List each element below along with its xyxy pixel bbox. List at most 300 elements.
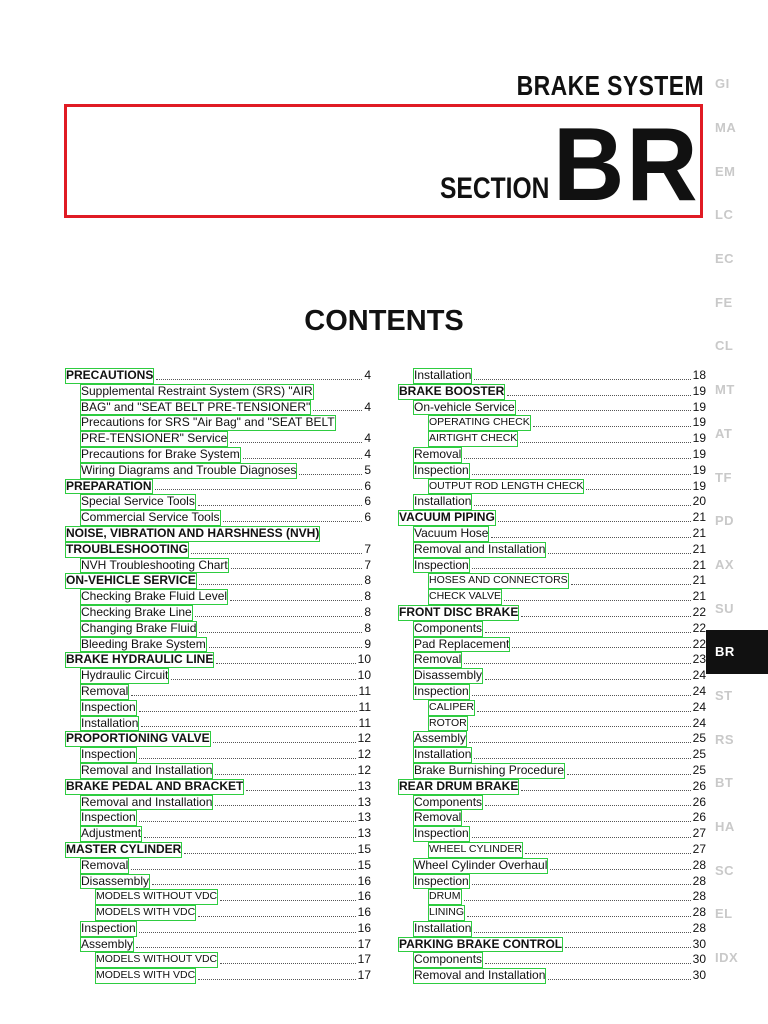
toc-page-number: 28 — [692, 873, 706, 888]
toc-entry-link[interactable]: Disassembly — [414, 668, 483, 683]
toc-entry-link[interactable]: Checking Brake Line — [81, 604, 192, 619]
toc-entry-link[interactable]: NOISE, VIBRATION AND HARSHNESS (NVH) — [66, 525, 320, 540]
dot-leader — [215, 805, 355, 806]
toc-page-number: 30 — [692, 936, 706, 951]
toc-page-number: 21 — [692, 557, 706, 572]
toc-page-number: 4 — [364, 446, 371, 461]
dot-leader — [464, 458, 690, 459]
toc-page-number: 10 — [357, 668, 371, 683]
dot-leader — [199, 632, 362, 633]
dot-leader — [213, 742, 356, 743]
dot-leader — [485, 805, 691, 806]
toc-entry-link[interactable]: Precautions for Brake System — [81, 446, 240, 461]
toc-entry-link[interactable]: Removal — [414, 810, 462, 825]
toc-entry[interactable] — [65, 763, 371, 779]
toc-page-number: 19 — [692, 383, 706, 398]
toc-page-number: 22 — [692, 604, 706, 619]
toc-left-column — [65, 368, 371, 984]
dot-leader — [565, 947, 691, 948]
toc-entry[interactable] — [65, 952, 371, 968]
section-tab-rs[interactable]: RS — [715, 731, 735, 747]
section-tab-el[interactable]: EL — [715, 906, 733, 922]
toc-page-number: 12 — [357, 762, 371, 777]
toc-right-column — [398, 368, 706, 984]
toc-entry-link[interactable]: DRUM — [428, 889, 462, 905]
toc-entry[interactable] — [65, 795, 371, 811]
toc-page-number: 24 — [692, 699, 706, 714]
toc-entry[interactable] — [65, 494, 371, 510]
toc-entry[interactable] — [65, 858, 371, 874]
toc-entry[interactable] — [65, 968, 371, 984]
section-tab-ax[interactable]: AX — [715, 556, 735, 572]
toc-entry[interactable] — [398, 968, 706, 984]
toc-entry[interactable] — [65, 731, 371, 747]
toc-page-number: 8 — [364, 573, 371, 588]
toc-entry-link[interactable]: Installation — [414, 368, 472, 382]
toc-page-number: 11 — [358, 699, 371, 714]
toc-entry[interactable] — [65, 510, 371, 526]
toc-entry-link[interactable]: Pad Replacement — [414, 636, 510, 651]
toc-page-number: 19 — [692, 399, 706, 414]
toc-entry-link[interactable]: MASTER CYLINDER — [66, 841, 182, 856]
toc-entry-link[interactable]: Commercial Service Tools — [81, 510, 220, 525]
toc-entry[interactable] — [398, 937, 706, 953]
dot-leader — [512, 647, 690, 648]
toc-entry-link[interactable]: NVH Troubleshooting Chart — [81, 557, 228, 572]
toc-entry[interactable] — [398, 637, 706, 653]
toc-page-number: 19 — [692, 478, 706, 493]
toc-entry-link[interactable]: On-vehicle Service — [414, 399, 515, 414]
dot-leader — [155, 489, 363, 490]
toc-entry-link[interactable]: Brake Burnishing Procedure — [414, 762, 565, 777]
toc-entry[interactable] — [398, 605, 706, 621]
toc-entry-link[interactable]: BRAKE HYDRAULIC LINE — [66, 652, 214, 667]
toc-entry[interactable] — [398, 952, 706, 968]
toc-entry-link[interactable]: PRECAUTIONS — [66, 368, 154, 382]
dot-leader — [198, 505, 362, 506]
section-tab-em[interactable]: EM — [715, 163, 736, 179]
toc-entry[interactable] — [398, 415, 706, 431]
toc-entry-link[interactable]: Removal — [81, 857, 129, 872]
toc-entry[interactable] — [398, 558, 706, 574]
toc-page-number: 21 — [692, 510, 706, 525]
toc-entry-link[interactable]: Wiring Diagrams and Trouble Diagnoses — [81, 462, 297, 477]
toc-entry[interactable] — [65, 700, 371, 716]
section-tab-tf[interactable]: TF — [715, 469, 732, 485]
toc-entry[interactable] — [65, 463, 371, 479]
toc-entry-link[interactable]: ROTOR — [428, 716, 468, 732]
toc-entry-link[interactable]: Inspection — [414, 462, 469, 477]
dot-leader — [525, 853, 691, 854]
toc-page-number: 19 — [692, 431, 706, 446]
dot-leader — [571, 584, 691, 585]
toc-page-number: 28 — [692, 920, 706, 935]
toc-entry-link[interactable]: Hydraulic Circuit — [81, 668, 169, 683]
toc-entry[interactable] — [398, 716, 706, 732]
dot-leader — [230, 442, 362, 443]
dot-leader — [139, 932, 356, 933]
toc-page-number: 13 — [357, 778, 371, 793]
toc-entry[interactable] — [65, 479, 371, 495]
dot-leader — [220, 963, 355, 964]
toc-entry[interactable] — [65, 368, 371, 384]
toc-entry-link[interactable]: BRAKE BOOSTER — [399, 383, 505, 398]
dot-leader — [141, 726, 356, 727]
toc-entry-link[interactable]: VACUUM PIPING — [399, 510, 495, 525]
dot-leader — [470, 726, 691, 727]
dot-leader — [464, 900, 691, 901]
toc-entry-link[interactable]: Precautions for SRS "Air Bag" and "SEAT BELT — [81, 415, 335, 430]
toc-entry[interactable] — [398, 510, 706, 526]
toc-entry[interactable] — [65, 605, 371, 621]
toc-entry[interactable] — [398, 526, 706, 542]
toc-entry[interactable] — [65, 637, 371, 653]
toc-entry[interactable] — [398, 368, 706, 384]
toc-entry-link[interactable]: Bleeding Brake System — [81, 636, 206, 651]
dot-leader — [199, 584, 363, 585]
toc-entry[interactable] — [65, 589, 371, 605]
toc-page-number: 15 — [357, 841, 371, 856]
toc-page-number: 30 — [692, 968, 706, 983]
toc-page-number: 25 — [692, 762, 706, 777]
toc-entry-link[interactable]: Inspection — [414, 826, 469, 841]
toc-page-number: 21 — [692, 541, 706, 556]
toc-page-number: 22 — [692, 636, 706, 651]
dot-leader — [246, 790, 355, 791]
toc-entry[interactable] — [398, 700, 706, 716]
toc-page-number: 26 — [692, 794, 706, 809]
toc-entry[interactable] — [65, 573, 371, 589]
toc-page-number: 26 — [692, 810, 706, 825]
toc-page-number: 24 — [692, 715, 706, 730]
dot-leader — [485, 632, 691, 633]
dot-leader — [139, 711, 357, 712]
section-tab-sc[interactable]: SC — [715, 862, 735, 878]
toc-entry-link[interactable]: Components — [414, 620, 483, 635]
dot-leader — [131, 869, 355, 870]
toc-entry[interactable] — [398, 826, 706, 842]
toc-entry-link[interactable]: Components — [414, 794, 483, 809]
toc-page-number: 4 — [364, 431, 371, 446]
toc-page-number: 9 — [364, 636, 371, 651]
toc-entry-link[interactable]: TROUBLESHOOTING — [66, 541, 188, 556]
toc-entry[interactable] — [398, 889, 706, 905]
section-tab-ma[interactable]: MA — [715, 120, 737, 136]
toc-page-number: 26 — [692, 778, 706, 793]
toc-entry-link[interactable]: Removal and Installation — [81, 762, 213, 777]
dot-leader — [491, 537, 690, 538]
toc-entry-link[interactable]: Installation — [414, 747, 472, 762]
toc-entry[interactable] — [398, 621, 706, 637]
toc-entry[interactable] — [65, 447, 371, 463]
toc-entry[interactable] — [65, 874, 371, 890]
toc-entry-link[interactable]: AIRTIGHT CHECK — [428, 431, 518, 447]
toc-page-number: 6 — [364, 494, 371, 509]
section-tab-gi[interactable]: GI — [715, 76, 730, 92]
toc-entry-link[interactable]: OPERATING CHECK — [428, 415, 531, 431]
dot-leader — [474, 758, 690, 759]
toc-page-number: 25 — [692, 747, 706, 762]
toc-entry[interactable] — [65, 905, 371, 921]
toc-entry[interactable] — [398, 747, 706, 763]
toc-entry-link[interactable]: REAR DRUM BRAKE — [399, 778, 519, 793]
toc-page-number: 18 — [692, 368, 706, 382]
toc-entry[interactable] — [398, 479, 706, 495]
toc-entry-link[interactable]: Adjustment — [81, 826, 142, 841]
dot-leader — [136, 947, 356, 948]
toc-entry[interactable] — [398, 874, 706, 890]
dot-leader — [198, 916, 355, 917]
dot-leader — [472, 474, 691, 475]
toc-page-number: 28 — [692, 905, 706, 920]
toc-entry-link[interactable]: Inspection — [81, 747, 136, 762]
toc-entry[interactable] — [65, 384, 371, 400]
toc-entry[interactable] — [65, 937, 371, 953]
section-tab-at[interactable]: AT — [715, 425, 733, 441]
toc-entry-link[interactable]: Removal and Installation — [414, 968, 546, 983]
toc-entry-link[interactable]: Removal — [414, 446, 462, 461]
toc-entry[interactable] — [398, 921, 706, 937]
dot-leader — [485, 679, 691, 680]
section-tab-mt[interactable]: MT — [715, 382, 735, 398]
toc-entry-link[interactable]: Installation — [414, 920, 472, 935]
toc-entry[interactable] — [65, 810, 371, 826]
toc-entry-link[interactable]: BRAKE PEDAL AND BRACKET — [66, 778, 244, 793]
toc-entry-link[interactable]: Installation — [414, 494, 472, 509]
toc-entry-link[interactable]: CALIPER — [428, 700, 475, 716]
toc-entry-link[interactable]: PROPORTIONING VALVE — [66, 731, 210, 746]
toc-entry-link[interactable]: Installation — [81, 715, 139, 730]
toc-entry-link[interactable]: LINING — [428, 905, 465, 921]
toc-entry-link[interactable]: Changing Brake Fluid — [81, 620, 197, 635]
dot-leader — [467, 916, 691, 917]
main-title: BRAKE SYSTEM — [516, 70, 704, 101]
toc-page-number: 4 — [364, 399, 371, 414]
dot-leader — [548, 553, 690, 554]
dot-leader — [215, 774, 355, 775]
section-tab-idx[interactable]: IDX — [715, 950, 739, 966]
toc-entry-link[interactable]: MODELS WITH VDC — [95, 968, 196, 984]
dot-leader — [472, 837, 691, 838]
toc-page-number: 24 — [692, 668, 706, 683]
toc-entry[interactable] — [398, 668, 706, 684]
toc-entry-link[interactable]: Disassembly — [81, 873, 150, 888]
dot-leader — [139, 821, 356, 822]
section-tab-pd[interactable]: PD — [715, 513, 735, 529]
toc-entry-link[interactable]: Inspection — [414, 873, 469, 888]
toc-entry[interactable] — [398, 684, 706, 700]
dot-leader — [521, 790, 690, 791]
toc-entry-link[interactable]: PREPARATION — [66, 478, 152, 493]
toc-entry-link[interactable]: BAG" and "SEAT BELT PRE-TENSIONER" — [81, 399, 311, 414]
dot-leader — [586, 489, 690, 490]
toc-page-number: 5 — [364, 462, 371, 477]
toc-entry-link[interactable]: Removal and Installation — [414, 541, 546, 556]
dot-leader — [464, 821, 690, 822]
toc-entry-link[interactable]: PRE-TENSIONER" Service — [81, 431, 228, 446]
section-code: BR — [553, 107, 700, 223]
toc-entry[interactable] — [65, 826, 371, 842]
toc-entry-link[interactable]: PARKING BRAKE CONTROL — [399, 936, 563, 951]
toc-entry[interactable] — [398, 652, 706, 668]
toc-entry[interactable] — [398, 731, 706, 747]
toc-entry[interactable] — [398, 858, 706, 874]
toc-entry[interactable] — [65, 842, 371, 858]
toc-entry-link[interactable]: HOSES AND CONNECTORS — [428, 573, 569, 589]
toc-entry[interactable] — [65, 558, 371, 574]
toc-entry[interactable] — [65, 779, 371, 795]
toc-page-number: 30 — [692, 952, 706, 967]
toc-entry-link[interactable]: Inspection — [414, 557, 469, 572]
toc-entry-link[interactable]: Removal and Installation — [81, 794, 213, 809]
dot-leader — [472, 568, 691, 569]
dot-leader — [231, 568, 363, 569]
dot-leader — [474, 379, 690, 380]
dot-leader — [474, 505, 690, 506]
toc-entry[interactable] — [398, 431, 706, 447]
toc-entry-link[interactable]: Removal — [414, 652, 462, 667]
toc-entry-link[interactable]: Inspection — [81, 920, 136, 935]
toc-entry-link[interactable]: Assembly — [81, 936, 134, 951]
dot-leader — [521, 616, 690, 617]
toc-entry[interactable] — [398, 384, 706, 400]
dot-leader — [156, 379, 362, 380]
toc-entry[interactable] — [398, 494, 706, 510]
section-tab-ha[interactable]: HA — [715, 819, 735, 835]
toc-entry-link[interactable]: MODELS WITHOUT VDC — [95, 889, 218, 905]
toc-page-number: 16 — [357, 889, 371, 904]
toc-entry[interactable] — [65, 747, 371, 763]
toc-entry-link[interactable]: WHEEL CYLINDER — [428, 842, 523, 858]
toc-entry-link[interactable]: Vacuum Hose — [414, 525, 489, 540]
toc-page-number: 12 — [357, 731, 371, 746]
toc-page-number: 11 — [358, 715, 371, 730]
section-tab-ec[interactable]: EC — [715, 251, 735, 267]
toc-entry[interactable] — [398, 779, 706, 795]
toc-entry-link[interactable]: Assembly — [414, 731, 467, 746]
toc-entry-link[interactable]: Supplemental Restraint System (SRS) "AIR — [81, 383, 313, 398]
dot-leader — [313, 410, 362, 411]
toc-page-number: 17 — [357, 968, 371, 983]
dot-leader — [191, 553, 362, 554]
toc-entry-link[interactable]: Inspection — [414, 683, 469, 698]
toc-entry[interactable] — [398, 842, 706, 858]
toc-entry[interactable] — [65, 526, 371, 542]
toc-page-number: 15 — [357, 857, 371, 872]
dot-leader — [469, 742, 691, 743]
toc-page-number: 8 — [364, 620, 371, 635]
toc-page-number: 16 — [357, 873, 371, 888]
toc-page-number: 23 — [692, 652, 706, 667]
toc-entry-link[interactable]: Inspection — [81, 699, 136, 714]
toc-page-number: 21 — [692, 573, 706, 588]
dot-leader — [243, 458, 363, 459]
toc-page-number: 24 — [692, 683, 706, 698]
toc-entry[interactable] — [398, 463, 706, 479]
toc-entry[interactable] — [65, 542, 371, 558]
toc-entry[interactable] — [398, 573, 706, 589]
toc-entry[interactable] — [398, 795, 706, 811]
toc-entry-link[interactable]: OUTPUT ROD LENGTH CHECK — [428, 479, 584, 495]
toc-page-number: 10 — [357, 652, 371, 667]
toc-entry-link[interactable]: Special Service Tools — [81, 494, 195, 509]
dot-leader — [533, 426, 691, 427]
toc-entry-link[interactable]: Inspection — [81, 810, 136, 825]
dot-leader — [504, 600, 691, 601]
dot-leader — [209, 647, 363, 648]
toc-entry[interactable] — [65, 431, 371, 447]
section-tab-lc[interactable]: LC — [715, 207, 734, 223]
toc-page-number: 21 — [692, 525, 706, 540]
dot-leader — [131, 695, 356, 696]
toc-page-number: 20 — [692, 494, 706, 509]
toc-entry[interactable] — [398, 763, 706, 779]
dot-leader — [567, 774, 691, 775]
toc-entry[interactable] — [398, 905, 706, 921]
toc-entry[interactable] — [65, 684, 371, 700]
dot-leader — [220, 900, 355, 901]
toc-entry-link[interactable]: MODELS WITHOUT VDC — [95, 952, 218, 968]
toc-page-number: 6 — [364, 510, 371, 525]
toc-entry[interactable] — [398, 542, 706, 558]
toc-page-number: 17 — [357, 952, 371, 967]
toc-entry[interactable] — [398, 447, 706, 463]
section-tab-bt[interactable]: BT — [715, 775, 734, 791]
toc-entry-link[interactable]: Removal — [81, 683, 129, 698]
section-tab-br[interactable]: BR — [706, 630, 768, 674]
toc-entry[interactable] — [398, 810, 706, 826]
dot-leader — [472, 695, 691, 696]
section-tab-su[interactable]: SU — [715, 600, 735, 616]
toc-entry[interactable] — [398, 589, 706, 605]
toc-entry[interactable] — [65, 668, 371, 684]
toc-entry[interactable] — [398, 400, 706, 416]
toc-page-number: 16 — [357, 920, 371, 935]
toc-entry-link[interactable]: ON-VEHICLE SERVICE — [66, 573, 196, 588]
dot-leader — [195, 616, 363, 617]
toc-entry[interactable] — [65, 921, 371, 937]
dot-leader — [548, 979, 690, 980]
section-label: SECTION — [440, 172, 550, 205]
contents-title: CONTENTS — [304, 305, 464, 337]
section-tab-st[interactable]: ST — [715, 687, 733, 703]
section-tabs — [706, 62, 768, 979]
dot-leader — [472, 884, 691, 885]
toc-entry-link[interactable]: FRONT DISC BRAKE — [399, 604, 519, 619]
dot-leader — [550, 869, 690, 870]
dot-leader — [518, 410, 691, 411]
toc-page-number: 21 — [692, 589, 706, 604]
section-tab-fe[interactable]: FE — [715, 294, 733, 310]
toc-entry-link[interactable]: MODELS WITH VDC — [95, 905, 196, 921]
toc-page-number: 17 — [357, 936, 371, 951]
toc-entry-link[interactable]: Wheel Cylinder Overhaul — [414, 857, 548, 872]
toc-entry-link[interactable]: CHECK VALVE — [428, 589, 502, 605]
toc-entry[interactable] — [65, 400, 371, 416]
dot-leader — [498, 521, 691, 522]
section-tab-cl[interactable]: CL — [715, 338, 734, 354]
toc-entry-link[interactable]: Checking Brake Fluid Level — [81, 589, 228, 604]
toc-page-number: 22 — [692, 620, 706, 635]
toc-entry[interactable] — [65, 716, 371, 732]
toc-entry[interactable] — [65, 652, 371, 668]
dot-leader — [171, 679, 355, 680]
toc-entry[interactable] — [65, 889, 371, 905]
toc-entry-link[interactable]: Components — [414, 952, 483, 967]
toc-entry[interactable] — [65, 415, 371, 431]
toc-entry[interactable] — [65, 621, 371, 637]
dot-leader — [485, 963, 691, 964]
